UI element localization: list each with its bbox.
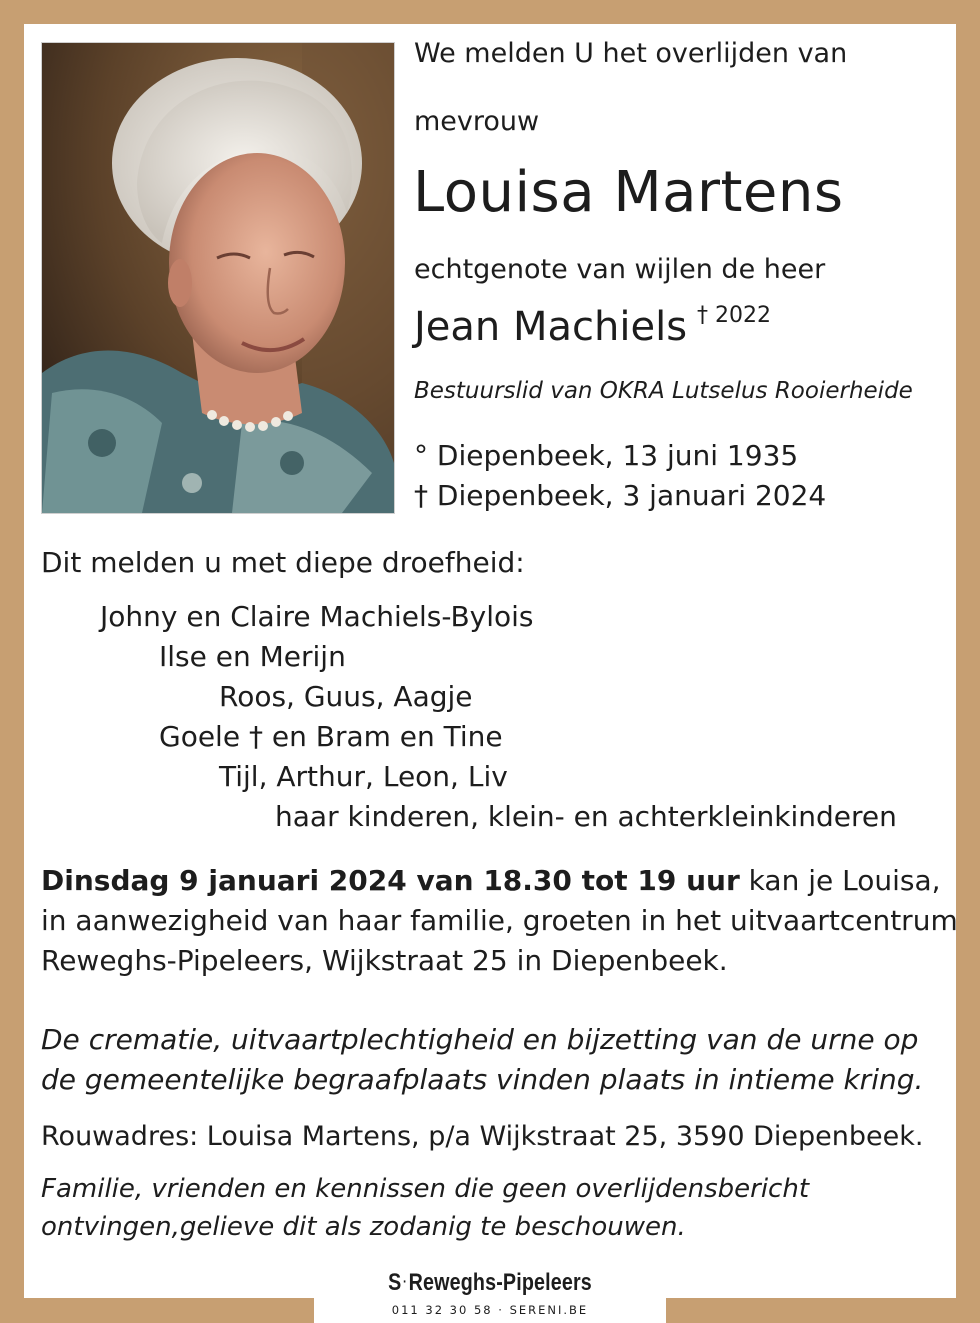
- cremation-line-2: de gemeentelijke begraafplaats vinden plaats in intieme kring.: [41, 1063, 924, 1096]
- death-line: † Diepenbeek, 3 januari 2024: [414, 479, 827, 512]
- notice-line-1: Familie, vrienden en kennissen die geen overlijdensbericht: [41, 1174, 810, 1204]
- logo-dot: ·: [403, 1273, 408, 1289]
- portrait-photo: [41, 42, 395, 514]
- family-line: haar kinderen, klein- en achterkleinkinderen: [275, 800, 897, 833]
- family-line: Tijl, Arthur, Leon, Liv: [219, 760, 508, 793]
- visitation-text: kan je Louisa,: [739, 864, 941, 897]
- visitation-line-3: Reweghs-Pipeleers, Wijkstraat 25 in Diepenbeek.: [41, 944, 728, 977]
- intro-line: We melden U het overlijden van: [414, 38, 848, 69]
- mourning-address: Rouwadres: Louisa Martens, p/a Wijkstraat 25, 3590 Diepenbeek.: [41, 1121, 924, 1152]
- family-line: Goele † en Bram en Tine: [159, 720, 503, 753]
- notice-line-2: ontvingen,gelieve dit als zodanig te beschouwen.: [41, 1212, 686, 1242]
- visitation-line-2: in aanwezigheid van haar familie, groeten in het uitvaartcentrum: [41, 904, 958, 937]
- deceased-name: Louisa Martens: [413, 160, 844, 225]
- logo-prefix: S: [388, 1269, 402, 1296]
- spouse-intro: echtgenote van wijlen de heer: [414, 254, 826, 285]
- funeral-home-name: [346, 1269, 635, 1297]
- funeral-home-logo: [314, 1268, 666, 1323]
- family-line: Johny en Claire Machiels-Bylois: [100, 600, 534, 633]
- logo-name-text: Reweghs-Pipeleers: [408, 1269, 592, 1296]
- funeral-home-contact: 011 32 30 58 · SERENI.BE: [391, 1303, 589, 1317]
- visitation-line-1: [41, 861, 958, 901]
- cremation-line-1: De crematie, uitvaartplechtigheid en bijzetting van de urne op: [41, 1023, 919, 1056]
- spouse-name: Jean Machiels: [414, 304, 688, 350]
- family-intro: Dit melden u met diepe droefheid:: [41, 546, 525, 579]
- salutation: mevrouw: [414, 106, 540, 137]
- birth-line: ° Diepenbeek, 13 juni 1935: [414, 439, 799, 472]
- cremation-paragraph: [41, 1020, 923, 1100]
- spouse-death-year: † 2022: [697, 303, 772, 328]
- visitation-datetime: Dinsdag 9 januari 2024 van 18.30 tot 19 uur: [41, 864, 740, 897]
- spouse-line: [414, 303, 771, 350]
- visitation-paragraph: [41, 861, 958, 981]
- family-line: Ilse en Merijn: [159, 640, 346, 673]
- notice-paragraph: [41, 1170, 809, 1246]
- role: Bestuurslid van OKRA Lutselus Rooierheide: [414, 378, 913, 404]
- family-line: Roos, Guus, Aagje: [219, 680, 473, 713]
